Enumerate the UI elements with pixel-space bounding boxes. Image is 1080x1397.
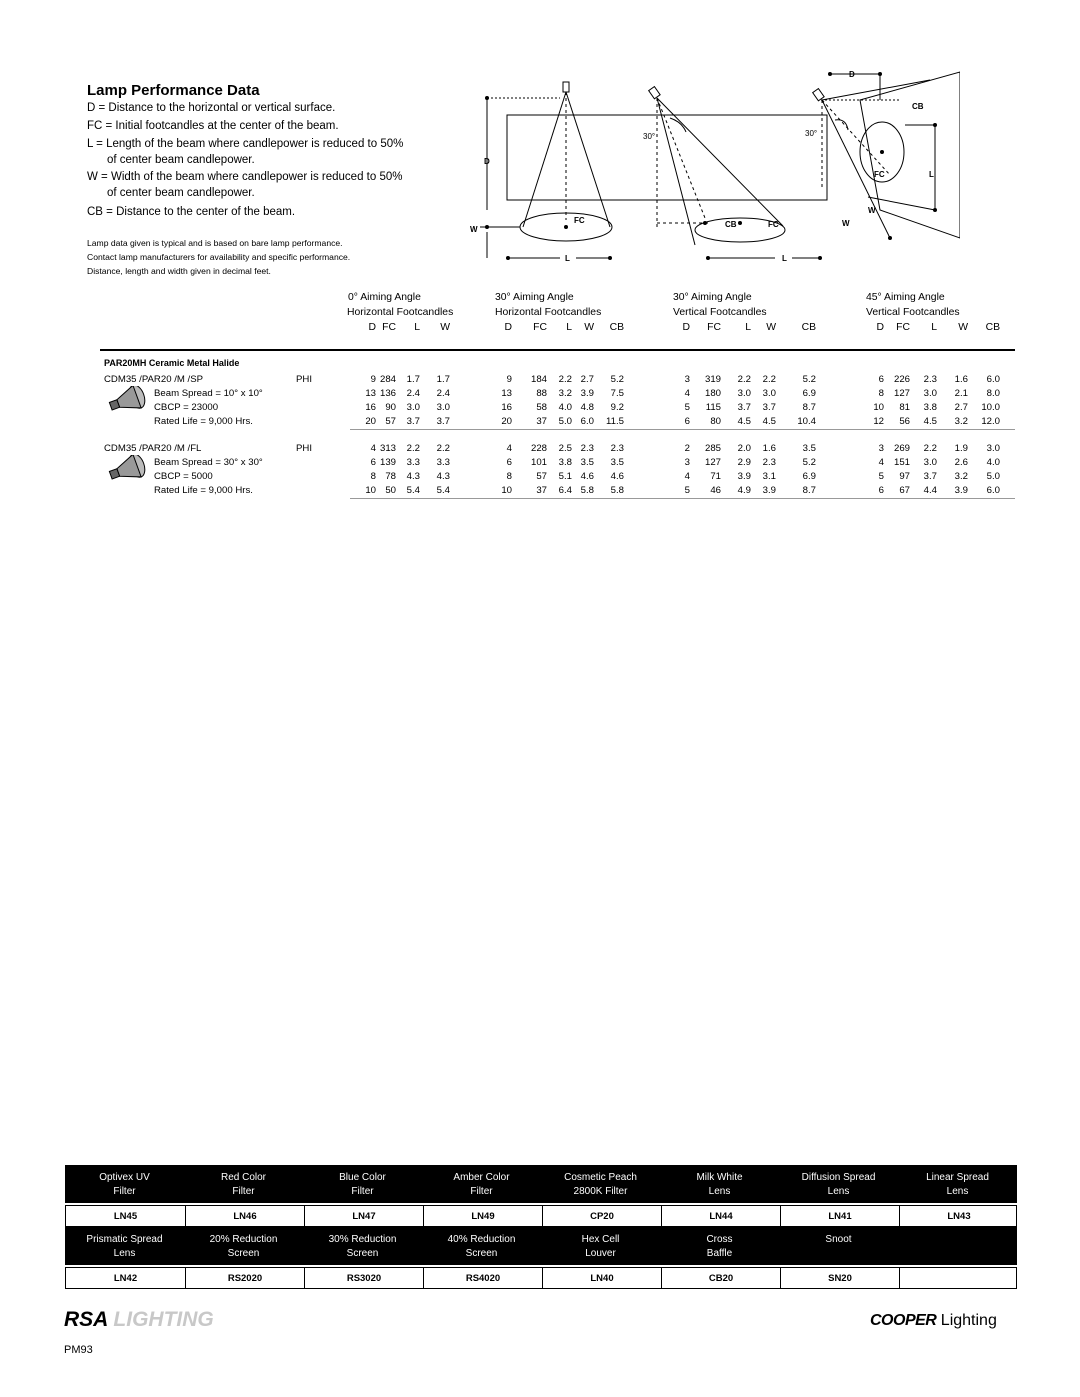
table-cell: 71 — [710, 471, 721, 482]
definition-w-cont: of center beam candlepower. — [107, 187, 255, 199]
table-cell: 10.4 — [797, 416, 816, 427]
table-cell: 101 — [530, 457, 547, 468]
note-line-3: Distance, length and width given in decimal feet. — [87, 266, 271, 276]
table-cell: 5.8 — [610, 485, 624, 496]
table-cell: 3.9 — [580, 388, 594, 399]
header-col-0-0: D — [368, 322, 376, 333]
table-cell: 12 — [873, 416, 884, 427]
accessory-line-1: Cosmetic Peach — [564, 1172, 637, 1183]
table-cell: 3.0 — [986, 443, 1000, 454]
table-cell: 4.9 — [737, 485, 751, 496]
header-col-2-4: CB — [801, 322, 816, 333]
accessory-line-2: Baffle — [706, 1248, 733, 1259]
accessory-name — [422, 1165, 541, 1203]
table-cell: 4.5 — [737, 416, 751, 427]
table-cell: 4.3 — [436, 471, 450, 482]
table-cell: 6.0 — [986, 485, 1000, 496]
table-cell: 139 — [379, 457, 396, 468]
table-cell: 1.6 — [954, 374, 968, 385]
table-cell: 10 — [873, 402, 884, 413]
table-cell: 5.8 — [580, 485, 594, 496]
table-cell: 3.0 — [406, 402, 420, 413]
accessory-line-2: Filter — [470, 1186, 493, 1197]
table-cell: 6.0 — [986, 374, 1000, 385]
lamp-spec: Rated Life = 9,000 Hrs. — [154, 485, 253, 496]
table-cell: 4.5 — [762, 416, 776, 427]
accessory-line-2: Lens — [827, 1186, 850, 1197]
lamp-spec: Beam Spread = 30° x 30° — [154, 457, 263, 468]
table-cell: 2.3 — [580, 443, 594, 454]
accessory-line-1: Prismatic Spread — [86, 1234, 163, 1245]
lamp-name: CDM35 /PAR20 /M /FL — [104, 443, 202, 454]
table-cell: 1.9 — [954, 443, 968, 454]
table-cell: 4.8 — [580, 402, 594, 413]
table-cell: 5 — [878, 471, 884, 482]
table-cell: 8.7 — [802, 402, 816, 413]
table-cell: 2.5 — [558, 443, 572, 454]
table-cell: 5 — [684, 402, 690, 413]
table-cell: 3.2 — [558, 388, 572, 399]
table-cell: 228 — [530, 443, 547, 454]
accessory-line-2: Lens — [113, 1248, 136, 1259]
diagram-label-w: W — [470, 225, 478, 234]
table-cell: 8.0 — [986, 388, 1000, 399]
par-lamp-icon — [106, 386, 150, 416]
accessory-name — [184, 1165, 303, 1203]
table-cell: 11.5 — [606, 416, 624, 427]
table-cell: 319 — [704, 374, 721, 385]
table-cell: 4 — [684, 388, 690, 399]
accessory-line-1: Hex Cell — [581, 1234, 620, 1245]
table-cell: 80 — [710, 416, 721, 427]
accessory-name — [541, 1165, 660, 1203]
accessory-line-2: Lens — [946, 1186, 969, 1197]
accessory-code: LN40 — [542, 1268, 661, 1288]
table-cell: 6.9 — [802, 471, 816, 482]
header-type-2: Vertical Footcandles — [673, 307, 767, 318]
table-cell: 2.7 — [954, 402, 968, 413]
table-cell: 2.3 — [762, 457, 776, 468]
diagram-label-w-3: W — [842, 219, 850, 228]
table-cell: 2.4 — [436, 388, 450, 399]
table-cell: 4.0 — [558, 402, 572, 413]
lamp-spec: Rated Life = 9,000 Hrs. — [154, 416, 253, 427]
lamp-name: CDM35 /PAR20 /M /SP — [104, 374, 203, 385]
accessory-line-1: Blue Color — [339, 1172, 386, 1183]
header-col-1-1: FC — [533, 322, 547, 333]
accessory-line-2: Filter — [113, 1186, 136, 1197]
table-cell: 4.0 — [986, 457, 1000, 468]
table-cell: 3.7 — [737, 402, 751, 413]
table-cell: 2.7 — [580, 374, 594, 385]
table-cell: 88 — [536, 388, 547, 399]
table-cell: 3 — [684, 457, 690, 468]
table-cell: 20 — [501, 416, 512, 427]
table-cell: 284 — [379, 374, 396, 385]
table-cell: 2.2 — [406, 443, 420, 454]
header-angle-2: 30° Aiming Angle — [673, 292, 752, 303]
accessory-line-2: 2800K Filter — [573, 1186, 628, 1197]
lamp-manufacturer: PHI — [296, 443, 312, 454]
page-code: PM93 — [64, 1344, 93, 1356]
lamp-spec: CBCP = 23000 — [154, 402, 219, 413]
accessory-name — [303, 1165, 422, 1203]
header-col-2-1: FC — [707, 322, 721, 333]
table-cell: 5 — [684, 485, 690, 496]
accessory-code: RS2020 — [185, 1268, 304, 1288]
table-cell: 3.7 — [762, 402, 776, 413]
table-cell: 3.0 — [436, 402, 450, 413]
diagram-label-cb: CB — [725, 220, 737, 229]
accessory-name — [660, 1227, 779, 1265]
table-cell: 78 — [385, 471, 396, 482]
table-cell: 20 — [365, 416, 376, 427]
accessory-line-2: Filter — [351, 1186, 374, 1197]
header-type-0: Horizontal Footcandles — [347, 307, 454, 318]
table-cell: 2.4 — [406, 388, 420, 399]
lamp-spec: CBCP = 5000 — [154, 471, 213, 482]
accessory-name — [65, 1227, 184, 1265]
accessory-code: CP20 — [542, 1206, 661, 1226]
definition-d: D = Distance to the horizontal or vertical surface. — [87, 102, 336, 114]
accessory-code: LN45 — [113, 1211, 138, 1222]
table-cell: 2.2 — [923, 443, 937, 454]
accessory-name — [303, 1227, 422, 1265]
table-cell: 4 — [878, 457, 884, 468]
table-cell: 81 — [899, 402, 910, 413]
table-cell: 10 — [501, 485, 512, 496]
table-cell: 226 — [893, 374, 910, 385]
header-col-0-3: W — [440, 322, 450, 333]
table-cell: 269 — [893, 443, 910, 454]
table-cell: 6.0 — [580, 416, 594, 427]
table-cell: 1.6 — [762, 443, 776, 454]
accessory-code-row — [65, 1205, 1017, 1227]
table-cell: 4.4 — [923, 485, 937, 496]
table-cell: 5.4 — [436, 485, 450, 496]
table-cell: 2.2 — [558, 374, 572, 385]
definition-cb: CB = Distance to the center of the beam. — [87, 206, 296, 218]
table-cell: 6 — [878, 485, 884, 496]
table-cell: 3.8 — [923, 402, 937, 413]
header-col-1-0: D — [504, 322, 512, 333]
accessory-label-row — [65, 1227, 1017, 1265]
diagram-label-cb-2: CB — [912, 102, 924, 111]
diagram-label-d: D — [484, 157, 490, 166]
table-cell: 3.7 — [436, 416, 450, 427]
accessory-code: RS4020 — [423, 1268, 542, 1288]
table-cell: 13 — [501, 388, 512, 399]
accessory-code: LN47 — [304, 1206, 423, 1226]
accessory-line-2: Filter — [232, 1186, 255, 1197]
diagram-label-l-3: L — [929, 170, 934, 179]
table-cell: 6.4 — [558, 485, 572, 496]
header-rule — [100, 349, 1015, 351]
header-col-3-1: FC — [896, 322, 910, 333]
table-cell: 5.2 — [802, 374, 816, 385]
note-line-1: Lamp data given is typical and is based on bare lamp performance. — [87, 238, 343, 248]
accessory-name — [541, 1227, 660, 1265]
table-cell: 90 — [385, 402, 396, 413]
accessory-code: LN41 — [780, 1206, 899, 1226]
accessory-code-row — [65, 1267, 1017, 1289]
table-cell: 3.0 — [762, 388, 776, 399]
lamp-30deg-h-icon — [649, 87, 660, 99]
header-col-1-4: CB — [609, 322, 624, 333]
table-cell: 46 — [710, 485, 721, 496]
par-lamp-icon — [106, 455, 150, 485]
lamp-spec: Beam Spread = 10° x 10° — [154, 388, 263, 399]
accessory-line-1: Optivex UV — [99, 1172, 150, 1183]
accessory-line-2: Screen — [346, 1248, 379, 1259]
table-cell: 3.2 — [954, 471, 968, 482]
accessory-name — [184, 1227, 303, 1265]
accessory-line-2: Screen — [465, 1248, 498, 1259]
accessory-name — [660, 1165, 779, 1203]
table-cell: 2.9 — [737, 457, 751, 468]
table-cell: 2.3 — [610, 443, 624, 454]
accessory-line-1: 40% Reduction — [447, 1234, 516, 1245]
diagram-label-w-2: W — [868, 206, 876, 215]
table-cell: 5.0 — [558, 416, 572, 427]
table-cell: 3 — [684, 374, 690, 385]
note-line-2: Contact lamp manufacturers for availability and specific performance. — [87, 252, 351, 262]
header-type-1: Horizontal Footcandles — [495, 307, 602, 318]
table-cell: 10.0 — [981, 402, 1000, 413]
header-col-2-3: W — [766, 322, 776, 333]
section-title: PAR20MH Ceramic Metal Halide — [104, 358, 240, 368]
table-cell: 10 — [365, 485, 376, 496]
beam-diagram — [450, 60, 960, 270]
table-cell: 5.2 — [802, 457, 816, 468]
accessory-code: LN43 — [899, 1206, 1018, 1226]
accessory-code: RS3020 — [304, 1268, 423, 1288]
table-cell: 9 — [370, 374, 376, 385]
table-cell: 127 — [704, 457, 721, 468]
accessory-line-1: Milk White — [696, 1172, 743, 1183]
table-cell: 37 — [536, 485, 547, 496]
table-cell: 3 — [878, 443, 884, 454]
accessory-code: LN44 — [661, 1206, 780, 1226]
table-cell: 285 — [704, 443, 721, 454]
table-cell: 16 — [365, 402, 376, 413]
accessory-code: LN42 — [113, 1273, 138, 1284]
table-cell: 8.7 — [802, 485, 816, 496]
table-cell: 2.0 — [737, 443, 751, 454]
row-divider — [350, 429, 1015, 430]
table-cell: 4.5 — [923, 416, 937, 427]
accessory-code: SN20 — [780, 1268, 899, 1288]
table-cell: 2.2 — [737, 374, 751, 385]
row-divider — [350, 498, 1015, 499]
table-cell: 3.3 — [436, 457, 450, 468]
table-cell: 8 — [506, 471, 512, 482]
accessory-line-2: Screen — [227, 1248, 260, 1259]
table-cell: 4.6 — [610, 471, 624, 482]
table-cell: 3.9 — [954, 485, 968, 496]
table-cell: 3.7 — [923, 471, 937, 482]
table-cell: 180 — [704, 388, 721, 399]
table-cell: 8 — [878, 388, 884, 399]
header-angle-1: 30° Aiming Angle — [495, 292, 574, 303]
table-cell: 57 — [536, 471, 547, 482]
table-cell: 3.9 — [737, 471, 751, 482]
table-cell: 3.8 — [558, 457, 572, 468]
accessory-name — [898, 1165, 1017, 1203]
table-cell: 5.4 — [406, 485, 420, 496]
definition-l-cont: of center beam candlepower. — [107, 154, 255, 166]
diagram-label-fc-2: FC — [768, 220, 779, 229]
definition-l: L = Length of the beam where candlepower is reduced to 50% — [87, 138, 404, 150]
header-col-2-2: L — [745, 322, 751, 333]
table-cell: 3.5 — [610, 457, 624, 468]
header-angle-3: 45° Aiming Angle — [866, 292, 945, 303]
table-cell: 4 — [684, 471, 690, 482]
accessory-line-2: Lens — [708, 1186, 731, 1197]
table-cell: 6.9 — [802, 388, 816, 399]
table-cell: 2.3 — [923, 374, 937, 385]
table-cell: 5.2 — [610, 374, 624, 385]
accessory-name — [779, 1227, 898, 1265]
lamp-manufacturer: PHI — [296, 374, 312, 385]
table-cell: 2.2 — [762, 374, 776, 385]
header-col-3-3: W — [958, 322, 968, 333]
table-cell: 7.5 — [610, 388, 624, 399]
table-cell: 57 — [385, 416, 396, 427]
diagram-label-l-2: L — [782, 254, 787, 263]
accessory-line-1: Linear Spread — [926, 1172, 989, 1183]
table-cell: 56 — [899, 416, 910, 427]
table-cell: 9 — [506, 374, 512, 385]
table-cell: 3.0 — [737, 388, 751, 399]
accessory-line-1: 30% Reduction — [328, 1234, 397, 1245]
table-cell: 3.7 — [406, 416, 420, 427]
diagram-label-fc: FC — [574, 216, 585, 225]
accessory-line-1: Cross — [706, 1234, 733, 1245]
table-cell: 12.0 — [981, 416, 1000, 427]
header-type-3: Vertical Footcandles — [866, 307, 960, 318]
table-cell: 97 — [899, 471, 910, 482]
table-cell: 8 — [370, 471, 376, 482]
accessory-name — [65, 1165, 184, 1203]
table-cell: 6 — [370, 457, 376, 468]
table-cell: 4.6 — [580, 471, 594, 482]
diagram-label-d-2: D — [849, 70, 855, 79]
accessory-label-row — [65, 1165, 1017, 1203]
table-cell: 151 — [893, 457, 910, 468]
accessory-line-1: Diffusion Spread — [801, 1172, 876, 1183]
lamp-0deg-icon — [563, 82, 569, 92]
accessory-line-2: Louver — [585, 1248, 616, 1259]
header-col-0-1: FC — [382, 322, 396, 333]
definition-fc: FC = Initial footcandles at the center of the beam. — [87, 120, 339, 132]
table-cell: 6 — [684, 416, 690, 427]
table-cell: 3.2 — [954, 416, 968, 427]
header-col-2-0: D — [682, 322, 690, 333]
table-cell: 1.7 — [436, 374, 450, 385]
table-cell: 3.3 — [406, 457, 420, 468]
accessory-code — [899, 1268, 1018, 1288]
lamp-30deg-v-icon — [813, 89, 824, 101]
table-cell: 2.1 — [954, 388, 968, 399]
header-col-0-2: L — [414, 322, 420, 333]
table-cell: 184 — [530, 374, 547, 385]
accessory-name — [898, 1227, 1017, 1265]
diagram-label-angle: 30° — [643, 132, 656, 141]
cooper-lighting-logo: COOPER Lighting — [870, 1312, 997, 1329]
header-col-3-0: D — [876, 322, 884, 333]
table-cell: 67 — [899, 485, 910, 496]
diagram-label-angle-2: 30° — [805, 129, 818, 138]
table-cell: 37 — [536, 416, 547, 427]
table-cell: 313 — [379, 443, 396, 454]
table-cell: 16 — [501, 402, 512, 413]
table-cell: 50 — [385, 485, 396, 496]
table-cell: 13 — [365, 388, 376, 399]
accessory-code: LN49 — [423, 1206, 542, 1226]
accessory-line-1: Red Color — [220, 1172, 267, 1183]
accessory-line-1: 20% Reduction — [209, 1234, 278, 1245]
table-cell: 127 — [893, 388, 910, 399]
table-cell: 6 — [506, 457, 512, 468]
accessory-name — [779, 1165, 898, 1203]
table-cell: 1.7 — [406, 374, 420, 385]
accessory-line-1: Snoot — [825, 1234, 852, 1245]
diagram-label-l: L — [565, 254, 570, 263]
table-cell: 115 — [705, 402, 721, 413]
header-col-1-2: L — [566, 322, 572, 333]
definition-w: W = Width of the beam where candlepower is reduced to 50% — [87, 171, 403, 183]
table-cell: 6 — [878, 374, 884, 385]
table-cell: 4 — [506, 443, 512, 454]
table-cell: 58 — [536, 402, 547, 413]
table-cell: 2 — [684, 443, 690, 454]
header-col-1-3: W — [584, 322, 594, 333]
table-cell: 3.0 — [923, 388, 937, 399]
table-cell: 3.9 — [762, 485, 776, 496]
table-cell: 3.0 — [923, 457, 937, 468]
rsa-lighting-logo: RSA LIGHTING — [64, 1308, 214, 1331]
page-title: Lamp Performance Data — [87, 82, 260, 99]
table-cell: 3.5 — [802, 443, 816, 454]
table-cell: 3.5 — [580, 457, 594, 468]
accessory-line-1: Amber Color — [453, 1172, 510, 1183]
table-cell: 9.2 — [610, 402, 624, 413]
table-cell: 4.3 — [406, 471, 420, 482]
accessory-code: CB20 — [661, 1268, 780, 1288]
accessory-name — [422, 1227, 541, 1265]
table-cell: 2.2 — [436, 443, 450, 454]
table-cell: 5.1 — [558, 471, 572, 482]
table-cell: 2.6 — [954, 457, 968, 468]
table-cell: 5.0 — [986, 471, 1000, 482]
header-angle-0: 0° Aiming Angle — [348, 292, 421, 303]
table-cell: 136 — [379, 388, 396, 399]
table-cell: 3.1 — [762, 471, 776, 482]
diagram-label-fc-3: FC — [874, 170, 885, 179]
header-col-3-2: L — [931, 322, 937, 333]
accessory-code: LN46 — [185, 1206, 304, 1226]
table-cell: 4 — [370, 443, 376, 454]
header-col-3-4: CB — [985, 322, 1000, 333]
